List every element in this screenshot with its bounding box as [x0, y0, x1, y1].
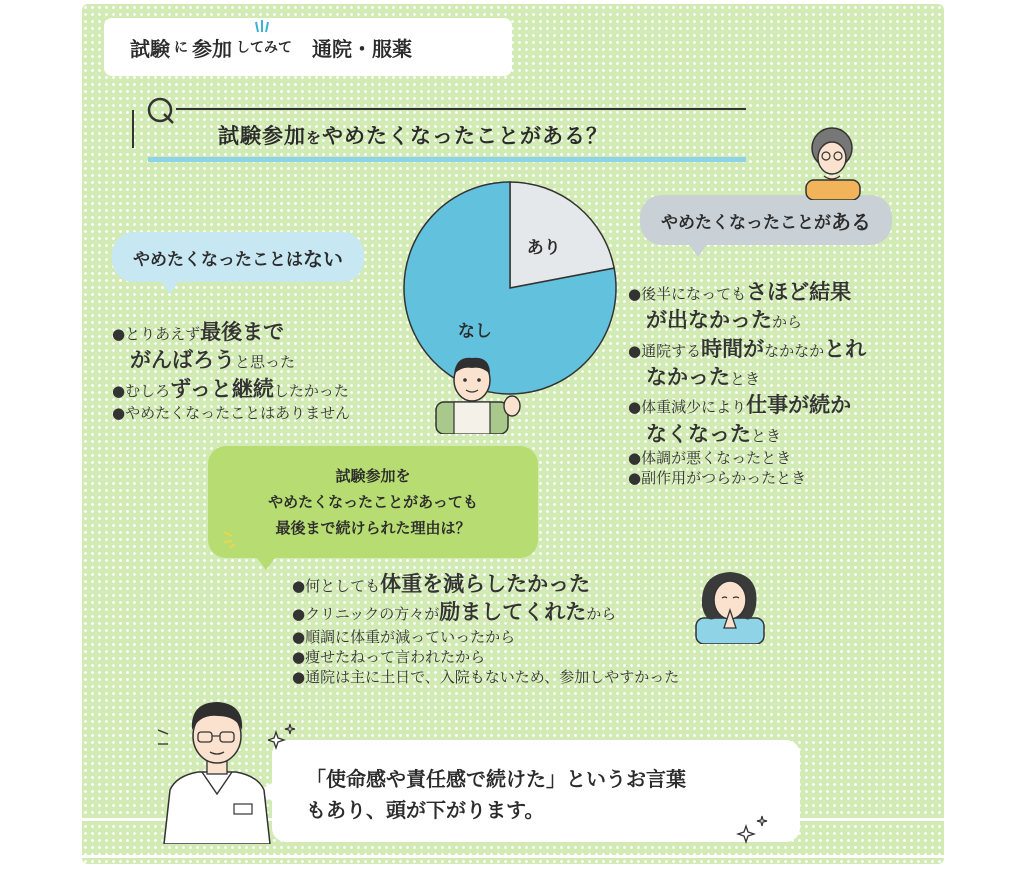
text-fragment: とき — [751, 426, 782, 445]
title-part: してみて — [236, 40, 292, 56]
text-fragment: 体重減少により — [641, 398, 747, 417]
question-part: 試験参加 — [218, 124, 306, 148]
bubble-reason-tail — [254, 554, 278, 570]
text-fragment: 通院する — [641, 341, 702, 360]
list-item — [112, 318, 432, 346]
question-side-line — [132, 110, 134, 148]
list-item-continued — [628, 306, 938, 334]
text-fragment: ● — [628, 449, 642, 468]
man-thumbs-up-illustration — [432, 352, 524, 434]
text-fragment: したかった — [273, 381, 349, 400]
list-item — [628, 468, 938, 488]
text-fragment: 痩せたねって言われたから — [305, 647, 486, 666]
text-fragment: 最後まで — [200, 320, 285, 344]
text-fragment: ● — [292, 668, 306, 687]
text-fragment: 時間が — [701, 336, 765, 361]
question-text — [218, 120, 608, 150]
clinic-staff-illustration — [158, 694, 276, 844]
question-top-line — [176, 108, 746, 110]
text-fragment: なかった — [646, 365, 730, 390]
text-fragment: が出なかった — [646, 308, 772, 333]
text-fragment: 励ましてくれた — [439, 600, 587, 625]
bubble-reason — [208, 446, 538, 558]
text-fragment: ● — [112, 404, 126, 423]
text-fragment: 順調に体重が減っていったから — [305, 627, 516, 646]
text-fragment: 体重を減らしたかった — [380, 572, 591, 596]
elderly-woman-illustration — [794, 124, 870, 200]
bubble-yes-emphasis: ある — [831, 209, 871, 234]
sparkle-icon — [736, 814, 772, 850]
list-item-continued — [628, 363, 938, 391]
bubble-yes-tail — [688, 243, 708, 257]
grateful-woman-illustration — [692, 566, 768, 644]
bubble-no-text: やめたくなったことは — [133, 249, 303, 270]
list-item-continued — [112, 346, 432, 374]
list-item — [628, 448, 938, 468]
list-item — [628, 278, 938, 306]
bubble-yes-text: やめたくなったことが — [661, 212, 831, 233]
section-title — [104, 18, 512, 76]
bubble-no-emphasis: ない — [303, 246, 343, 271]
text-fragment: ● — [112, 381, 126, 400]
text-fragment: さほど結果 — [746, 280, 852, 304]
text-fragment: なかなか — [764, 341, 825, 360]
text-fragment: やめたくなったことはありません — [125, 404, 351, 423]
text-fragment: クリニックの方々が — [305, 605, 440, 624]
bubble-no-tail — [160, 280, 180, 294]
list-item — [292, 647, 802, 667]
list-item — [628, 335, 938, 363]
list-yes — [628, 278, 938, 489]
sparkle-lines-icon — [222, 528, 244, 550]
text-fragment: ● — [112, 325, 126, 343]
text-fragment: 仕事が続か — [746, 393, 852, 418]
bubble-no — [112, 232, 364, 282]
text-fragment: 後半になっても — [641, 285, 747, 303]
emphasis-lines-icon — [252, 18, 272, 36]
pie-label-1: なし — [457, 321, 492, 342]
text-fragment: から — [772, 313, 803, 332]
quote-line: もあり、頭が下がります。 — [306, 798, 545, 822]
reason-line: やめたくなったことがあっても — [268, 492, 478, 511]
quote-bubble — [272, 740, 800, 842]
list-item — [112, 403, 432, 423]
text-fragment: 体調が悪くなったとき — [641, 449, 792, 468]
text-fragment: とれ — [824, 336, 867, 361]
quote-line: 「使命感や責任感で続けた」というお言葉 — [306, 767, 686, 791]
pie-label-0: あり — [526, 238, 561, 259]
text-fragment: ● — [628, 398, 642, 417]
text-fragment: ● — [292, 577, 306, 595]
list-item — [628, 391, 938, 419]
text-fragment: 副作用がつらかったとき — [641, 469, 807, 488]
text-fragment: むしろ — [125, 381, 171, 400]
question-mark-icon — [146, 96, 176, 126]
text-fragment: ● — [628, 469, 642, 488]
title-part: 参加 — [192, 36, 232, 61]
text-fragment: ● — [292, 627, 306, 646]
title-part: に — [174, 40, 188, 56]
title-part: 通院・服薬 — [312, 36, 412, 61]
text-fragment: ● — [628, 285, 642, 303]
list-item-continued — [628, 420, 938, 448]
question-part: を — [306, 129, 323, 147]
text-fragment: がんばろう — [130, 348, 235, 373]
question-part: やめたくなったことがある？ — [322, 124, 609, 148]
title-part: 試験 — [130, 36, 170, 61]
text-fragment: ● — [628, 341, 642, 360]
text-fragment: ● — [292, 605, 306, 624]
bubble-yes — [640, 195, 892, 245]
text-fragment: ● — [292, 647, 306, 666]
text-fragment: 何としても — [305, 577, 381, 595]
reason-line: 最後まで続けられた理由は？ — [275, 519, 471, 538]
list-item — [292, 667, 802, 687]
question-underline — [148, 157, 746, 162]
text-fragment: 通院は主に土日で、入院もないため、参加しやすかった — [305, 668, 680, 687]
reason-line: 試験参加を — [335, 466, 411, 485]
text-fragment: と思った — [235, 353, 296, 372]
list-no — [112, 318, 432, 423]
text-fragment: なくなった — [646, 421, 751, 446]
text-fragment: ずっと継続 — [170, 376, 274, 401]
text-fragment: から — [586, 605, 617, 624]
text-fragment: とりあえず — [125, 325, 201, 343]
text-fragment: とき — [730, 370, 761, 389]
list-item — [112, 375, 432, 403]
